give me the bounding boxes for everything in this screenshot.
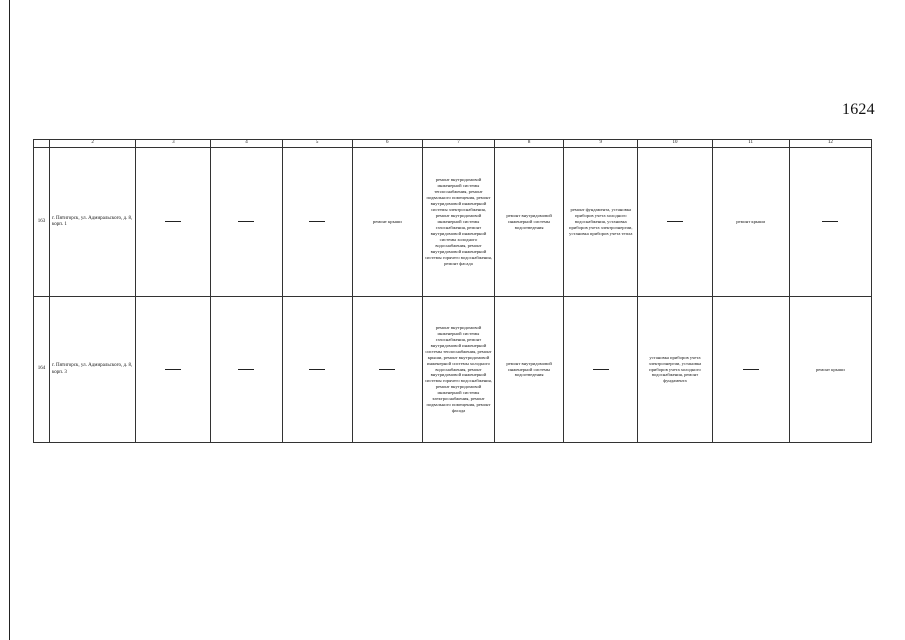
dash-cell — [136, 297, 211, 443]
column-header: 6 — [352, 140, 422, 148]
dash-cell — [352, 297, 422, 443]
column-header: 5 — [282, 140, 352, 148]
work-cell: установка приборов учета электроэнергии, установка приборов учета холодного водоснабжения, ремонт фундамента — [638, 297, 712, 443]
left-margin-rule — [9, 0, 10, 640]
dash-cell — [211, 297, 282, 443]
dash-mark — [822, 221, 838, 222]
dash-mark — [743, 369, 759, 370]
column-header — [34, 140, 50, 148]
dash-cell — [564, 297, 638, 443]
work-cell: ремонт внутридомовой инженерной системы газоснабжения, ремонт внутридомовой инженерной системы теплоснабжения, ремонт крыши, ремонт внутридомовой инженерной системы холодного водоснабжения, ремонт внутридомовой инженерной системы горячего водоснабжения, ремонт внутридомовой инженерной системы электроснабжения, ремонт подвального помещения, ремонт фасада — [422, 297, 494, 443]
dash-cell — [712, 297, 789, 443]
work-cell: ремонт крыши — [712, 148, 789, 297]
address-cell: г. Пятигорск, ул. Адмиральского, д. 8, корп. 1 — [50, 148, 136, 297]
dash-cell — [282, 148, 352, 297]
table-row — [34, 148, 872, 297]
column-header: 8 — [495, 140, 564, 148]
work-cell: ремонт внутридомовой инженерной системы теплоснабжения, ремонт подвального помещения, ремонт внутридомовой инженерной системы электроснабжения, ремонт внутридомовой инженерной системы газоснабжения, ремонт внутридомовой инженерной системы холодного водоснабжения, ремонт внутридомовой инженерной системы горячего водоснабжения, ремонт фасада — [422, 148, 494, 297]
page-number: 1624 — [842, 101, 875, 118]
column-number-row — [34, 140, 872, 148]
address-cell: г. Пятигорск, ул. Адмиральского, д. 8, корп. 3 — [50, 297, 136, 443]
column-header: 12 — [789, 140, 871, 148]
column-header: 11 — [712, 140, 789, 148]
column-header: 7 — [422, 140, 494, 148]
dash-cell — [638, 148, 712, 297]
row-number: 163 — [34, 148, 50, 297]
dash-mark — [238, 221, 254, 222]
work-cell: ремонт внутридомовой инженерной системы водоотведения — [495, 297, 564, 443]
work-cell: ремонт внутридомовой инженерной системы водоотведения — [495, 148, 564, 297]
dash-cell — [211, 148, 282, 297]
dash-mark — [593, 369, 609, 370]
column-header: 10 — [638, 140, 712, 148]
dash-mark — [165, 221, 181, 222]
work-cell: ремонт крыши — [789, 297, 871, 443]
dash-mark — [667, 221, 683, 222]
column-header: 2 — [50, 140, 136, 148]
table-row — [34, 297, 872, 443]
work-cell: ремонт крыши — [352, 148, 422, 297]
dash-cell — [789, 148, 871, 297]
dash-mark — [379, 369, 395, 370]
repair-schedule-table — [33, 139, 872, 443]
dash-cell — [136, 148, 211, 297]
work-cell: ремонт фундамента, установка приборов учета холодного водоснабжения, установка приборов учета электроэнергии, установка приборов учета тепла — [564, 148, 638, 297]
column-header: 4 — [211, 140, 282, 148]
dash-mark — [309, 369, 325, 370]
row-number: 164 — [34, 297, 50, 443]
dash-mark — [238, 369, 254, 370]
column-header: 9 — [564, 140, 638, 148]
dash-cell — [282, 297, 352, 443]
dash-mark — [309, 221, 325, 222]
dash-mark — [165, 369, 181, 370]
column-header: 3 — [136, 140, 211, 148]
